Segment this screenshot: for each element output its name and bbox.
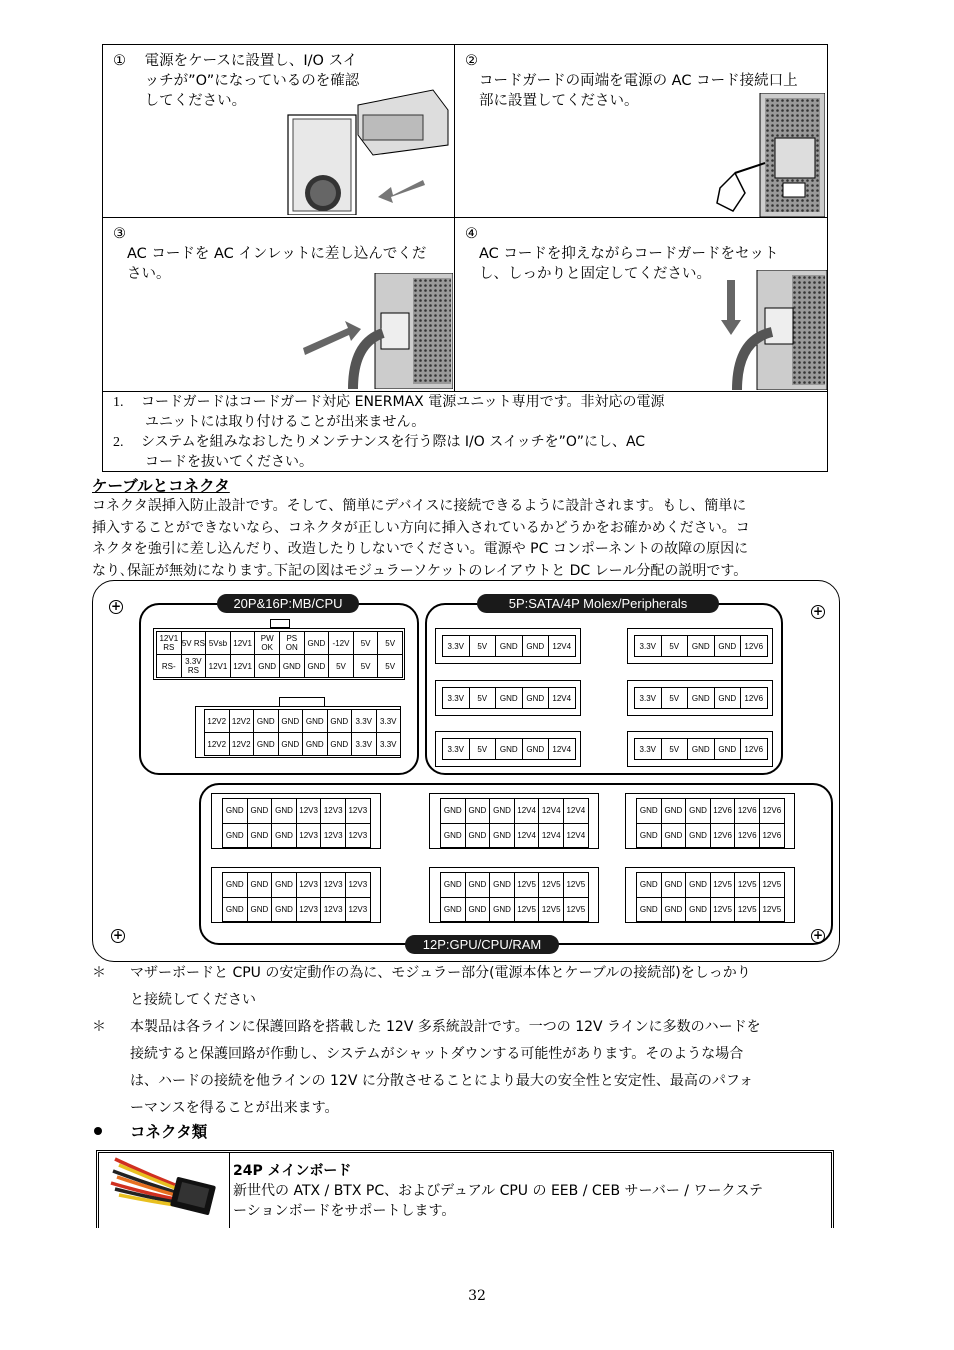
pin-label: 12V3: [320, 872, 346, 898]
gpu-12p-connector: [625, 793, 795, 849]
note-item: [92, 1014, 844, 1122]
screw-icon: +: [812, 604, 824, 618]
connector-latch: [279, 697, 325, 707]
sata-molex-connector: [435, 628, 581, 664]
pin-label: 12V6: [740, 687, 768, 709]
pin-label: GND: [522, 738, 550, 760]
note-line: コードガードはコードガード対応 ENERMAX 電源ユニット専用です。非対応の電源: [141, 394, 665, 410]
pin-label: GND: [304, 631, 330, 655]
paragraph-line: コネクタ誤挿入防止設計です。そして、簡単にデバイスに接続できるように設計されます。もし、簡単に: [92, 498, 747, 514]
sata-molex-label: 5P:SATA/4P Molex/Peripherals: [477, 594, 719, 613]
pin-label: 12V4: [514, 798, 540, 824]
pin-label: GND: [489, 798, 515, 824]
note-1-cont: ユニットには取り付けることが出来ません。: [145, 414, 426, 430]
pin-label: 12V5: [759, 897, 785, 923]
connectors-heading-row: [92, 1120, 207, 1142]
pin-label: 12V1: [230, 631, 256, 655]
pin-label: GND: [222, 823, 248, 849]
pin-label: GND: [661, 798, 687, 824]
pin-label: GND: [685, 823, 711, 849]
gpu-12p-connector: [211, 793, 381, 849]
pin-label: 5Vsb: [205, 631, 231, 655]
pin-label: GND: [687, 635, 715, 657]
pin-label: GND: [253, 732, 279, 756]
pin-label: GND: [661, 897, 687, 923]
note-2-cont: コードを抜いてください。: [145, 454, 313, 470]
pin-label: 12V2: [204, 732, 230, 756]
pin-label: 12V3: [296, 897, 322, 923]
pin-label: GND: [222, 798, 248, 824]
pin-label: GND: [254, 654, 280, 678]
pin-label: 12V4: [514, 823, 540, 849]
paragraph-line: ネクタを強引に差し込んだり、改造したりしないでください。電源や PC コンポーネントの故障の原因に: [92, 541, 749, 557]
sata-molex-connector: [435, 731, 581, 767]
pin-label: 12V3: [345, 872, 371, 898]
pin-label: GND: [278, 732, 304, 756]
step-text: AC コードを抑えながらコードガードをセットし、しっかりと固定してください。: [479, 246, 779, 282]
24p-cable-photo: [105, 1155, 225, 1225]
pin-label: 12V3: [296, 823, 322, 849]
pin-label: 5V: [661, 687, 689, 709]
pin-label: GND: [661, 823, 687, 849]
section-paragraph: [92, 496, 844, 582]
pin-label: 12V6: [710, 798, 736, 824]
pin-label: 12V1 RS: [156, 631, 182, 655]
pin-label: 12V5: [563, 872, 589, 898]
pin-label: GND: [489, 897, 515, 923]
pin-label: GND: [271, 897, 297, 923]
pin-label: 12V6: [759, 823, 785, 849]
pin-label: GND: [302, 732, 328, 756]
mb-20p-connector: [153, 628, 405, 680]
pin-label: 3.3V: [634, 687, 662, 709]
pin-label: 5V: [328, 654, 354, 678]
pin-label: 12V6: [734, 798, 760, 824]
screw-icon: +: [812, 928, 824, 942]
step-text: コードガードの両端を電源の AC コード接続口上部に設置してください。: [479, 73, 798, 109]
step-number: ②: [465, 53, 478, 69]
step-cell-2: [455, 45, 827, 218]
connector-latch: [270, 619, 290, 628]
pin-label: 3.3V: [442, 635, 470, 657]
pin-label: 12V2: [229, 732, 255, 756]
pin-label: 3.3V: [376, 709, 402, 733]
step-number: ③: [113, 226, 126, 242]
gpu-12p-connector: [211, 867, 381, 923]
pin-label: GND: [302, 709, 328, 733]
screw-icon: +: [110, 599, 122, 613]
pin-label: 12V5: [538, 872, 564, 898]
pin-label: GND: [247, 897, 273, 923]
pin-label: PW OK: [254, 631, 280, 655]
pin-label: GND: [685, 872, 711, 898]
modular-socket-diagram: [92, 580, 840, 962]
connector-title: 24P メインボード: [233, 1163, 352, 1179]
pin-label: GND: [327, 709, 353, 733]
pin-label: 3.3V RS: [181, 654, 207, 678]
pin-label: GND: [685, 798, 711, 824]
pin-label: 12V5: [734, 872, 760, 898]
cord-guard-illustration: [705, 93, 825, 217]
pin-label: GND: [465, 798, 491, 824]
pin-label: GND: [304, 654, 330, 678]
note-line: システムを組みなおしたりメンテナンスを行う際は I/O スイッチを”O”にし、AC: [141, 434, 646, 450]
pin-label: 12V5: [538, 897, 564, 923]
pin-label: 12V1: [230, 654, 256, 678]
pin-label: GND: [271, 872, 297, 898]
pin-label: 5V: [353, 654, 379, 678]
asterisk-icon: ＊: [92, 1019, 106, 1035]
bullet-icon: [94, 1127, 102, 1135]
sata-molex-connector: [627, 731, 773, 767]
pin-label: GND: [247, 798, 273, 824]
pin-label: 12V6: [759, 798, 785, 824]
asterisk-icon: ＊: [92, 965, 106, 981]
step-cell-4: [455, 218, 827, 391]
gpu-cpu-ram-label: 12P:GPU/CPU/RAM: [405, 935, 559, 954]
pin-label: GND: [522, 687, 550, 709]
pin-label: 5V: [377, 654, 403, 678]
pin-label: GND: [636, 798, 662, 824]
pin-label: GND: [522, 635, 550, 657]
pin-label: 12V6: [734, 823, 760, 849]
pin-label: GND: [247, 872, 273, 898]
pin-label: GND: [714, 635, 742, 657]
pin-label: GND: [222, 872, 248, 898]
gpu-12p-connector: [429, 793, 599, 849]
pin-label: GND: [489, 823, 515, 849]
pin-label: 12V3: [345, 823, 371, 849]
pin-label: GND: [440, 823, 466, 849]
pin-label: GND: [687, 687, 715, 709]
pin-label: 12V3: [320, 897, 346, 923]
note-line: と接続してください: [130, 992, 256, 1008]
pin-label: 3.3V: [351, 709, 377, 733]
connectors-heading: コネクタ類: [130, 1123, 208, 1141]
page-number: 32: [468, 1288, 486, 1304]
note-line: マザーボードと CPU の安定動作の為に、モジュラー部分(電源本体とケーブルの接続部)をしっかり: [130, 965, 751, 981]
note-number: 2.: [113, 435, 124, 450]
pin-label: 5V: [469, 738, 497, 760]
cord-guard-lock-illustration: [717, 270, 827, 390]
pin-label: 5V: [661, 738, 689, 760]
pin-label: 12V3: [320, 798, 346, 824]
pin-label: 12V5: [514, 897, 540, 923]
pin-label: GND: [636, 872, 662, 898]
section-title: ケーブルとコネクタ: [92, 477, 230, 495]
pin-label: 12V3: [296, 872, 322, 898]
pin-label: 5V: [377, 631, 403, 655]
pin-label: GND: [714, 687, 742, 709]
pin-label: GND: [495, 635, 523, 657]
mb-16p-connector: [195, 706, 401, 758]
note-1: [113, 392, 665, 413]
sata-molex-connector: [435, 680, 581, 716]
pin-label: GND: [247, 823, 273, 849]
connector-table: [96, 1150, 834, 1228]
pin-label: GND: [465, 872, 491, 898]
pin-label: 12V3: [345, 897, 371, 923]
note-line: は、ハードの接続を他ラインの 12V に分散させることにより最大の安全性と安定性、最高のパフォ: [130, 1073, 754, 1089]
pin-label: GND: [465, 897, 491, 923]
pin-label: GND: [271, 798, 297, 824]
pin-label: 3.3V: [376, 732, 402, 756]
pin-label: 12V3: [320, 823, 346, 849]
pin-label: GND: [440, 798, 466, 824]
pin-label: GND: [253, 709, 279, 733]
pin-label: 12V5: [710, 897, 736, 923]
pin-label: 12V4: [563, 798, 589, 824]
pin-label: 12V2: [204, 709, 230, 733]
step-text: 電源をケースに設置し、I/O スイッチが”O”になっているのを確認してください。: [144, 53, 360, 109]
pin-label: GND: [661, 872, 687, 898]
notes-cell: [103, 391, 827, 472]
pin-label: 12V3: [345, 798, 371, 824]
note-2: [113, 432, 645, 453]
pin-label: GND: [327, 732, 353, 756]
pin-label: 12V6: [740, 738, 768, 760]
pin-label: 12V5: [563, 897, 589, 923]
pin-label: 3.3V: [634, 635, 662, 657]
ac-cord-insert-illustration: [293, 273, 453, 389]
connector-image-cell: [99, 1153, 230, 1228]
note-list: [92, 960, 844, 1122]
pin-label: 12V5: [710, 872, 736, 898]
pin-label: GND: [685, 897, 711, 923]
step-number: ①: [113, 53, 126, 69]
connector-desc-line: 新世代の ATX / BTX PC、およびデュアル CPU の EEB / CEB サーバー / ワークステ: [233, 1183, 764, 1199]
pin-label: 12V5: [734, 897, 760, 923]
pin-label: GND: [714, 738, 742, 760]
pin-label: GND: [465, 823, 491, 849]
pin-label: 5V: [661, 635, 689, 657]
screw-icon: +: [112, 928, 124, 942]
pin-label: 12V5: [759, 872, 785, 898]
gpu-12p-connector: [429, 867, 599, 923]
pin-label: GND: [278, 709, 304, 733]
note-item: [92, 960, 844, 1014]
pin-label: GND: [279, 654, 305, 678]
pin-label: 12V4: [563, 823, 589, 849]
pin-label: 12V5: [514, 872, 540, 898]
pin-label: 5V RS: [181, 631, 207, 655]
pin-label: RS-: [156, 654, 182, 678]
pin-label: 12V6: [710, 823, 736, 849]
psu-install-illustration: [283, 85, 453, 215]
pin-label: GND: [495, 687, 523, 709]
pin-label: GND: [440, 872, 466, 898]
pin-label: 5V: [469, 687, 497, 709]
pin-label: GND: [495, 738, 523, 760]
step-cell-1: [103, 45, 455, 218]
pin-label: 12V6: [740, 635, 768, 657]
pin-label: GND: [489, 872, 515, 898]
mb-cpu-label: 20P&16P:MB/CPU: [217, 594, 359, 613]
pin-label: PS ON: [279, 631, 305, 655]
sata-molex-connector: [627, 628, 773, 664]
note-line: 本製品は各ラインに保護回路を搭載した 12V 多系統設計です。一つの 12V ラインに多数のハードを: [130, 1019, 761, 1035]
pin-label: GND: [271, 823, 297, 849]
pin-label: -12V: [328, 631, 354, 655]
installation-steps-table: [102, 44, 828, 472]
gpu-12p-connector: [625, 867, 795, 923]
pin-label: GND: [440, 897, 466, 923]
pin-label: 12V1: [205, 654, 231, 678]
pin-label: GND: [636, 823, 662, 849]
pin-label: 12V4: [548, 635, 576, 657]
pin-label: GND: [636, 897, 662, 923]
pin-label: GND: [687, 738, 715, 760]
paragraph-line: なり､保証が無効になります｡下記の図はモジュラーソケットのレイアウトと DC レール分配の説明です。: [92, 562, 748, 579]
pin-label: GND: [222, 897, 248, 923]
pin-label: 3.3V: [634, 738, 662, 760]
pin-label: 5V: [469, 635, 497, 657]
paragraph-line: 挿入することができないなら、コネクタが正しい方向に挿入されているかどうかをお確かめください。コ: [92, 519, 750, 536]
pin-label: 5V: [353, 631, 379, 655]
pin-label: 3.3V: [442, 687, 470, 709]
step-cell-3: [103, 218, 455, 391]
note-line: ーマンスを得ることが出来ます。: [130, 1100, 339, 1116]
pin-label: 3.3V: [442, 738, 470, 760]
note-number: 1.: [113, 395, 124, 410]
connector-desc-line: ーションボードをサポートします。: [233, 1203, 456, 1219]
pin-label: 12V2: [229, 709, 255, 733]
pin-label: 12V4: [548, 687, 576, 709]
step-text: AC コードを AC インレットに差し込んでください。: [127, 246, 427, 282]
connector-desc-cell: [233, 1161, 829, 1221]
pin-label: 12V3: [296, 798, 322, 824]
pin-label: 12V4: [538, 798, 564, 824]
pin-label: 12V4: [548, 738, 576, 760]
pin-label: 12V4: [538, 823, 564, 849]
note-line: 接続すると保護回路が作動し、システムがシャットダウンする可能性があります。そのような場合: [130, 1046, 744, 1062]
step-number: ④: [465, 226, 478, 242]
sata-molex-connector: [627, 680, 773, 716]
pin-label: 3.3V: [351, 732, 377, 756]
